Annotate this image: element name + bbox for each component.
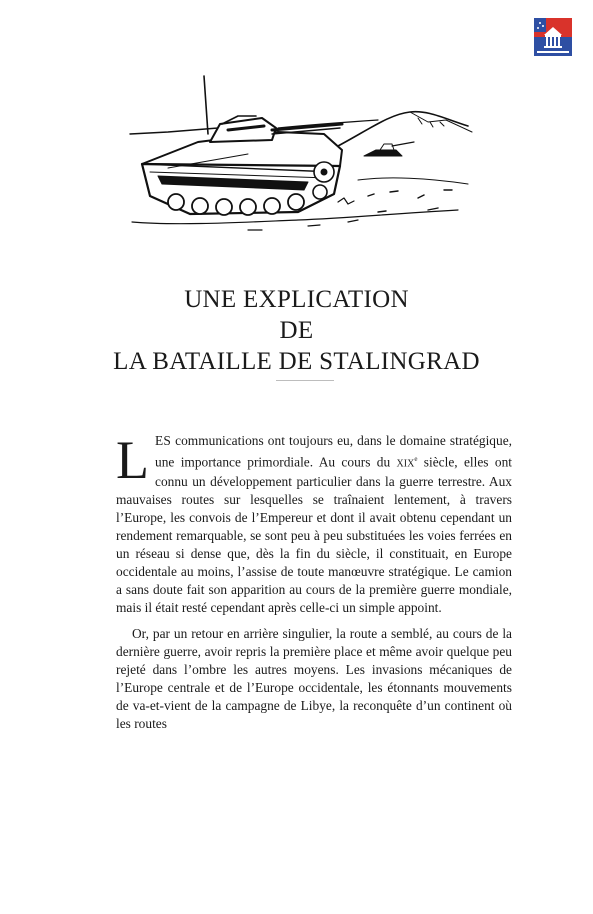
- article-body: [116, 432, 512, 733]
- title-line-1: UNE EXPLICATION: [184, 286, 409, 313]
- paragraph-2: Or, par un retour en arrière singulier, la route a semblé, au cours de la dernière guerre, avoir repris la première place et même avoir quelque peu rejeté dans l’ombre les autres moyens. Les invasions mécaniques de l’Europe centrale et de l’Europe occidentale, les étonnants mouvements de va-et-vient de la campagne de Libye, la reconquête d’un continent où les routes: [116, 626, 512, 732]
- drop-cap: L: [116, 430, 149, 490]
- title-line-3: LA BATAILLE DE STALINGRAD: [113, 348, 480, 375]
- title-divider: [276, 380, 334, 381]
- paragraph-1-text-a: communications ont toujours eu, dans le domaine stratégique, une importance primordiale. Au cours du: [155, 433, 512, 470]
- paragraph-1-first-word: ES: [155, 433, 172, 448]
- century-numeral: XIX: [396, 458, 415, 470]
- century-suffix: e: [414, 455, 418, 463]
- page-title: [0, 284, 593, 377]
- publisher-logo-icon: [534, 18, 572, 56]
- title-line-2: DE: [279, 317, 314, 344]
- paragraph-1: [116, 432, 512, 617]
- paragraph-1-text-b: siècle, elles ont connu un développement particulier dans la guerre terrestre. Aux mauvaises routes sur lesquelles se traînaient lentement, à travers l’Europe, les convois de l’Empereur et dont il avait obtenu cependant un rendement remarquable, se sont peu à peu substituées les voies ferrées en un réseau si dense que, dès la fin du siècle, il constituait, en Europe occidentale au moins, l’assise de toute manœuvre stratégique. Le camion a sans doute fait son apparition au cours de la première guerre mondiale, mais il était resté cependant après celle-ci un simple appoint.: [116, 454, 512, 616]
- tank-illustration: [128, 72, 474, 240]
